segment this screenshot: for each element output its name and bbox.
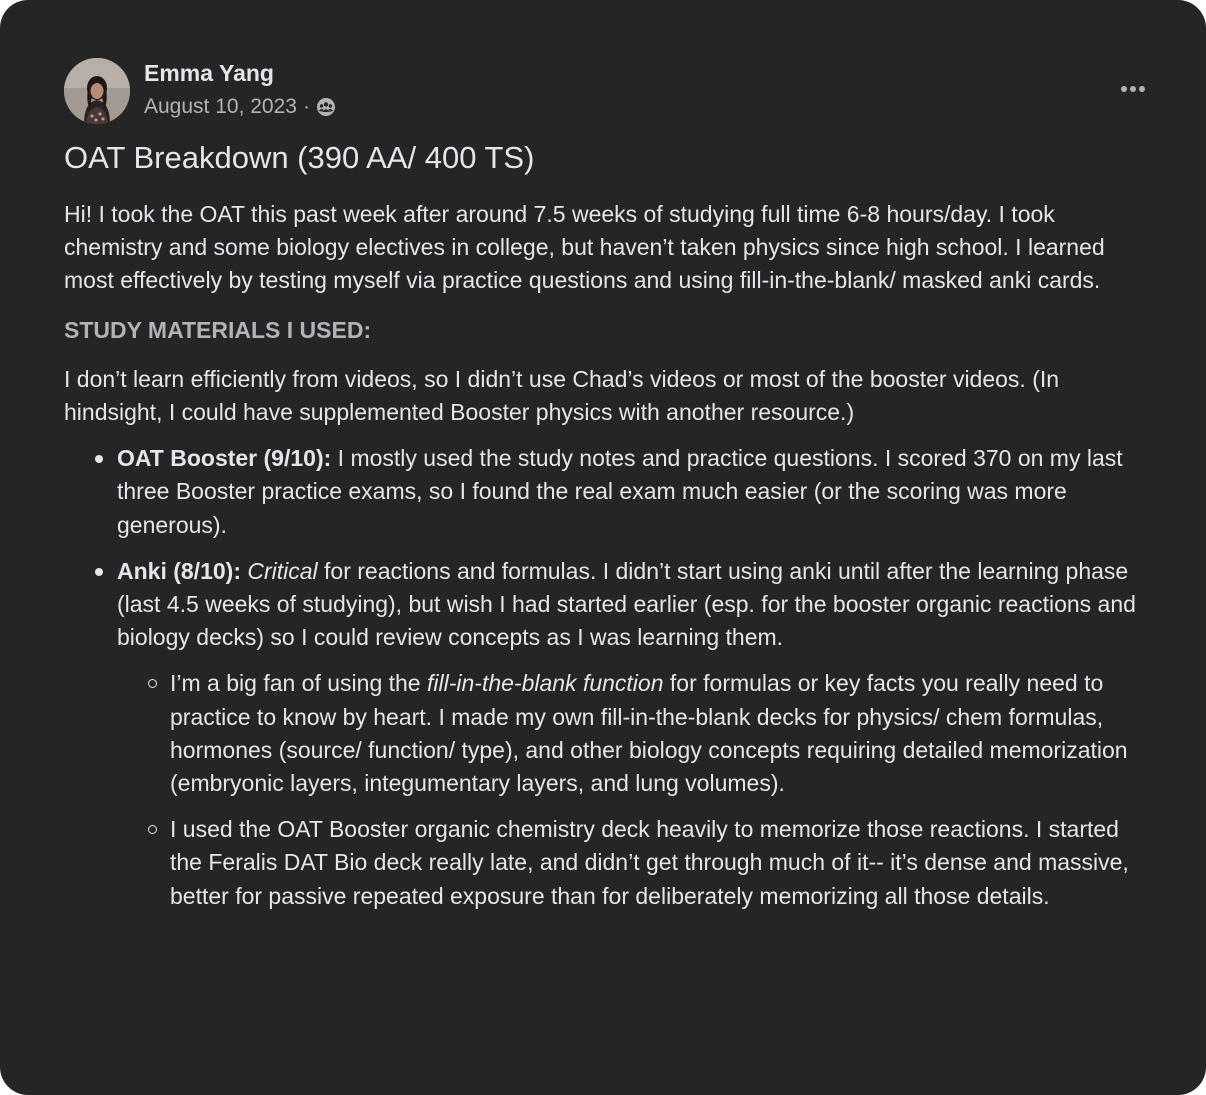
subitem-text: for formulas or key facts you really need to practice to know by heart. I made my own fill-in-the-blank decks for physics/ chem formulas, hormones (source/ function/ type), and other biology concepts requiring detailed memorization (embryonic layers, integumentary layers, and lung volumes).: [170, 670, 1128, 797]
intro-paragraph: Hi! I took the OAT this past week after around 7.5 weeks of studying full time 6-8 hours/day. I took chemistry and some biology electives in college, but haven’t taken physics since high school. I learned most effectively by testing myself via practice questions and using fill-in-the-blank/ masked anki cards.: [64, 201, 1105, 294]
item-emphasis: Critical: [247, 557, 318, 584]
author-avatar[interactable]: [64, 58, 130, 124]
anki-sublist: [117, 667, 1154, 912]
item-label: Anki (8/10):: [117, 557, 241, 584]
materials-intro-paragraph: I don’t learn efficiently from videos, so I didn’t use Chad’s videos or most of the booster videos. (In hindsight, I could have supplemented Booster physics with another resource.): [64, 365, 1060, 426]
item-text: I mostly used the study notes and practice questions. I scored 370 on my last three Booster practice exams, so I found the real exam much easier (or the scoring was more generous).: [117, 445, 1123, 538]
post-header: [64, 58, 1154, 126]
subitem-text: I used the OAT Booster organic chemistry deck heavily to memorize those reactions. I started the Feralis DAT Bio deck really late, and didn’t get through much of it-- it’s dense and massive, better for passive repeated exposure than for deliberately memorizing all those details.: [170, 816, 1129, 909]
post-date[interactable]: August 10, 2023: [144, 95, 297, 118]
post-meta: [144, 95, 336, 119]
more-options-button[interactable]: [1114, 74, 1154, 104]
meta-separator: ·: [302, 95, 310, 118]
sublist-item-fill-in-blank: [117, 667, 1154, 800]
item-text: for reactions and formulas. I didn’t start using anki until after the learning phase (last 4.5 weeks of studying), but wish I had started earlier (esp. for the booster organic reactions and biology decks) so I could review concepts as I was learning them.: [117, 557, 1136, 651]
list-item-anki: [64, 555, 1154, 913]
post-title: OAT Breakdown (390 AA/ 400 TS): [64, 140, 535, 175]
subitem-text: I’m a big fan of using the: [170, 670, 427, 697]
subitem-emphasis: fill-in-the-blank function: [427, 670, 664, 697]
section-heading: STUDY MATERIALS I USED:: [64, 316, 372, 343]
list-item-oat-booster: [64, 442, 1154, 542]
item-label: OAT Booster (9/10):: [117, 445, 332, 472]
avatar-photo: [64, 58, 130, 124]
materials-list: [64, 442, 1154, 913]
sublist-item-booster-deck: [117, 813, 1154, 913]
author-name[interactable]: Emma Yang: [144, 60, 274, 86]
group-icon[interactable]: [316, 97, 336, 117]
post-body: [64, 198, 1154, 926]
more-options-icon: [1119, 85, 1149, 93]
